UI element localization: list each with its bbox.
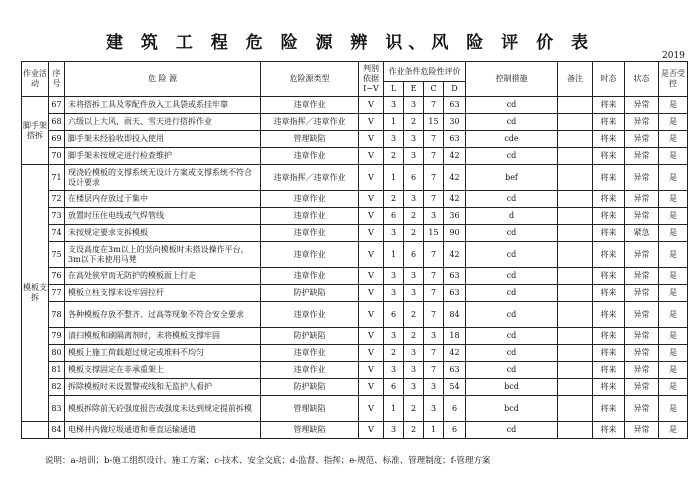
seq-cell: 78: [49, 302, 65, 328]
table-row: [22, 114, 688, 131]
l-cell: 3: [384, 97, 404, 114]
header-l: L: [384, 82, 404, 97]
l-cell: 2: [384, 345, 404, 362]
tense-cell: 将来: [593, 191, 625, 208]
e-cell: 2: [404, 396, 424, 422]
c-cell: 7: [424, 191, 444, 208]
tense-cell: 将来: [593, 242, 625, 268]
d-cell: 6: [444, 396, 466, 422]
remark-cell: [558, 208, 593, 225]
activity-cell: 模板支拆: [22, 165, 49, 422]
e-cell: 6: [404, 242, 424, 268]
l-cell: 1: [384, 242, 404, 268]
state-cell: 异常: [625, 268, 659, 285]
controlled-cell: 是: [659, 242, 688, 268]
l-cell: 6: [384, 208, 404, 225]
seq-cell: 80: [49, 345, 65, 362]
header-controlled: 是否受控: [659, 62, 688, 97]
type-cell: 防护缺陷: [261, 285, 359, 302]
remark-cell: [558, 242, 593, 268]
l-cell: 1: [384, 114, 404, 131]
e-cell: 3: [404, 131, 424, 148]
l-cell: 1: [384, 396, 404, 422]
header-d: D: [444, 82, 466, 97]
table-row: [22, 148, 688, 165]
type-cell: 防护缺陷: [261, 379, 359, 396]
measures-cell: cd: [466, 114, 558, 131]
judge-cell: V: [359, 268, 384, 285]
type-cell: 违章作业: [261, 97, 359, 114]
table-row: [22, 328, 688, 345]
c-cell: 7: [424, 242, 444, 268]
e-cell: 2: [404, 302, 424, 328]
d-cell: 42: [444, 148, 466, 165]
controlled-cell: 是: [659, 362, 688, 379]
measures-cell: cd: [466, 225, 558, 242]
judge-cell: V: [359, 345, 384, 362]
hazard-cell: 模板上施工荷载超过规定或堆料不均匀: [65, 345, 261, 362]
tense-cell: 将来: [593, 97, 625, 114]
tense-cell: 将来: [593, 268, 625, 285]
judge-cell: V: [359, 131, 384, 148]
judge-cell: V: [359, 208, 384, 225]
controlled-cell: 是: [659, 97, 688, 114]
l-cell: 3: [384, 422, 404, 439]
state-cell: 异常: [625, 379, 659, 396]
tense-cell: 将来: [593, 379, 625, 396]
measures-cell: cd: [466, 302, 558, 328]
d-cell: 42: [444, 191, 466, 208]
measures-cell: cd: [466, 242, 558, 268]
header-type: 危险源类型: [261, 62, 359, 97]
controlled-cell: 是: [659, 328, 688, 345]
hazard-cell: 电梯井内做垃圾通道和垂直运输通道: [65, 422, 261, 439]
state-cell: 异常: [625, 131, 659, 148]
c-cell: 15: [424, 225, 444, 242]
tense-cell: 将来: [593, 114, 625, 131]
e-cell: 3: [404, 268, 424, 285]
d-cell: 6: [444, 422, 466, 439]
state-cell: 异常: [625, 285, 659, 302]
controlled-cell: 是: [659, 285, 688, 302]
hazard-cell: 在高处狭窄而无防护的模板面上行走: [65, 268, 261, 285]
state-cell: 异常: [625, 422, 659, 439]
l-cell: 3: [384, 285, 404, 302]
measures-cell: cde: [466, 131, 558, 148]
hazard-cell: 现浇砼模板的支撑系统无设计方案或支撑系统不符合设计要求: [65, 165, 261, 191]
type-cell: 管理缺陷: [261, 131, 359, 148]
judge-cell: V: [359, 379, 384, 396]
tense-cell: 将来: [593, 328, 625, 345]
page-title: 建 筑 工 程 危 险 源 辨 识、风 险 评 价 表: [105, 33, 595, 53]
d-cell: 63: [444, 362, 466, 379]
type-cell: 管理缺陷: [261, 396, 359, 422]
c-cell: 7: [424, 302, 444, 328]
remark-cell: [558, 165, 593, 191]
judge-cell: V: [359, 362, 384, 379]
header-c: C: [424, 82, 444, 97]
d-cell: 42: [444, 345, 466, 362]
hazard-cell: 脚手架未按规定进行检查维护: [65, 148, 261, 165]
type-cell: 违章作业: [261, 302, 359, 328]
hazard-cell: 拆除模板时未设置警戒线和无监护人看护: [65, 379, 261, 396]
e-cell: 3: [404, 362, 424, 379]
l-cell: 2: [384, 191, 404, 208]
tense-cell: 将来: [593, 362, 625, 379]
l-cell: 3: [384, 268, 404, 285]
tense-cell: 将来: [593, 148, 625, 165]
type-cell: 违章作业: [261, 191, 359, 208]
l-cell: 3: [384, 131, 404, 148]
hazard-cell: 模板立柱支撑未设牢固拉杆: [65, 285, 261, 302]
controlled-cell: 是: [659, 114, 688, 131]
seq-cell: 73: [49, 208, 65, 225]
activity-cell: 脚手架搭拆: [22, 97, 49, 165]
controlled-cell: 是: [659, 148, 688, 165]
header-seq: 序号: [49, 62, 65, 97]
c-cell: 3: [424, 208, 444, 225]
c-cell: 7: [424, 285, 444, 302]
table-row: [22, 131, 688, 148]
measures-cell: bcd: [466, 379, 558, 396]
measures-cell: cd: [466, 97, 558, 114]
c-cell: 15: [424, 114, 444, 131]
type-cell: 违章作业: [261, 362, 359, 379]
seq-cell: 75: [49, 242, 65, 268]
table-row: [22, 422, 688, 439]
measures-cell: cd: [466, 285, 558, 302]
controlled-cell: 是: [659, 191, 688, 208]
seq-cell: 79: [49, 328, 65, 345]
remark-cell: [558, 285, 593, 302]
hazard-cell: 在楼层内存放过于集中: [65, 191, 261, 208]
seq-cell: 71: [49, 165, 65, 191]
seq-cell: 77: [49, 285, 65, 302]
d-cell: 63: [444, 285, 466, 302]
table-row: [22, 208, 688, 225]
seq-cell: 76: [49, 268, 65, 285]
e-cell: 2: [404, 208, 424, 225]
seq-cell: 72: [49, 191, 65, 208]
c-cell: 7: [424, 131, 444, 148]
d-cell: 90: [444, 225, 466, 242]
measures-cell: bcd: [466, 396, 558, 422]
hazard-cell: 六级以上大风、雨天、雪天进行搭拆作业: [65, 114, 261, 131]
controlled-cell: 是: [659, 396, 688, 422]
measures-cell: d: [466, 208, 558, 225]
remark-cell: [558, 302, 593, 328]
hazard-cell: 未将搭拆工具及零配件放入工具袋或系挂牢靠: [65, 97, 261, 114]
e-cell: 3: [404, 148, 424, 165]
type-cell: 违章作业: [261, 268, 359, 285]
type-cell: 防护缺陷: [261, 328, 359, 345]
header-hazard: 危 险 源: [65, 62, 261, 97]
d-cell: 42: [444, 165, 466, 191]
type-cell: 管理缺陷: [261, 422, 359, 439]
seq-cell: 74: [49, 225, 65, 242]
state-cell: 异常: [625, 165, 659, 191]
activity-cell: [22, 422, 49, 439]
seq-cell: 67: [49, 97, 65, 114]
measures-cell: cd: [466, 345, 558, 362]
judge-cell: V: [359, 114, 384, 131]
controlled-cell: 是: [659, 422, 688, 439]
header-judge: 判别依据I~V: [359, 62, 384, 97]
seq-cell: 81: [49, 362, 65, 379]
measures-cell: cd: [466, 191, 558, 208]
state-cell: 异常: [625, 114, 659, 131]
table-row: [22, 302, 688, 328]
e-cell: 3: [404, 191, 424, 208]
table-row: [22, 379, 688, 396]
d-cell: 63: [444, 131, 466, 148]
measures-cell: bef: [466, 165, 558, 191]
header-eval-group: 作业条件危险性评价: [384, 62, 466, 82]
seq-cell: 70: [49, 148, 65, 165]
state-cell: 异常: [625, 362, 659, 379]
measures-cell: cd: [466, 328, 558, 345]
table-row: [22, 165, 688, 191]
table-row: [22, 242, 688, 268]
c-cell: 3: [424, 396, 444, 422]
measures-cell: cd: [466, 362, 558, 379]
header-activity: 作业活动: [22, 62, 49, 97]
judge-cell: V: [359, 396, 384, 422]
controlled-cell: 是: [659, 165, 688, 191]
c-cell: 7: [424, 97, 444, 114]
remark-cell: [558, 148, 593, 165]
header-remark: 备注: [558, 62, 593, 97]
measures-cell: cd: [466, 268, 558, 285]
c-cell: 1: [424, 422, 444, 439]
hazard-cell: 放置时压住电线或气焊管线: [65, 208, 261, 225]
tense-cell: 将来: [593, 302, 625, 328]
state-cell: 异常: [625, 242, 659, 268]
table-body: [22, 97, 688, 439]
header-state: 状态: [625, 62, 659, 97]
remark-cell: [558, 114, 593, 131]
state-cell: 异常: [625, 208, 659, 225]
controlled-cell: 是: [659, 379, 688, 396]
state-cell: 异常: [625, 191, 659, 208]
d-cell: 63: [444, 97, 466, 114]
c-cell: 3: [424, 328, 444, 345]
type-cell: 违章作业: [261, 225, 359, 242]
remark-cell: [558, 97, 593, 114]
remark-cell: [558, 191, 593, 208]
c-cell: 7: [424, 148, 444, 165]
state-cell: 异常: [625, 302, 659, 328]
header-measures: 控制措施: [466, 62, 558, 97]
c-cell: 7: [424, 362, 444, 379]
d-cell: 18: [444, 328, 466, 345]
e-cell: 6: [404, 165, 424, 191]
table-row: [22, 191, 688, 208]
state-cell: 异常: [625, 345, 659, 362]
c-cell: 3: [424, 379, 444, 396]
tense-cell: 将来: [593, 422, 625, 439]
state-cell: 异常: [625, 97, 659, 114]
header-e: E: [404, 82, 424, 97]
controlled-cell: 是: [659, 345, 688, 362]
l-cell: 3: [384, 328, 404, 345]
table-row: [22, 285, 688, 302]
e-cell: 2: [404, 328, 424, 345]
l-cell: 6: [384, 379, 404, 396]
controlled-cell: 是: [659, 208, 688, 225]
type-cell: 违章指挥／违章作业: [261, 165, 359, 191]
d-cell: 84: [444, 302, 466, 328]
remark-cell: [558, 422, 593, 439]
hazard-cell: 清扫模板和刷隔离剂时，未将模板支撑牢固: [65, 328, 261, 345]
table-row: [22, 345, 688, 362]
state-cell: 异常: [625, 396, 659, 422]
table-row: [22, 225, 688, 242]
seq-cell: 68: [49, 114, 65, 131]
judge-cell: V: [359, 242, 384, 268]
remark-cell: [558, 268, 593, 285]
type-cell: 违章作业: [261, 148, 359, 165]
tense-cell: 将来: [593, 131, 625, 148]
type-cell: 违章作业: [261, 345, 359, 362]
remark-cell: [558, 225, 593, 242]
hazard-cell: 模板拆除前无砼强度报告或强度未达到规定提前拆模: [65, 396, 261, 422]
controlled-cell: 是: [659, 131, 688, 148]
type-cell: 违章指挥／违章作业: [261, 114, 359, 131]
l-cell: 6: [384, 302, 404, 328]
judge-cell: V: [359, 191, 384, 208]
remark-cell: [558, 396, 593, 422]
table-row: [22, 362, 688, 379]
state-cell: 异常: [625, 148, 659, 165]
table-row: [22, 97, 688, 114]
d-cell: 54: [444, 379, 466, 396]
seq-cell: 84: [49, 422, 65, 439]
remark-cell: [558, 379, 593, 396]
c-cell: 7: [424, 165, 444, 191]
hazard-cell: 支设高度在3m以上的竖向模板时未搭设操作平台，3m以下未使用马凳: [65, 242, 261, 268]
year-label: 2019: [662, 51, 685, 61]
e-cell: 2: [404, 422, 424, 439]
l-cell: 2: [384, 148, 404, 165]
table-row: [22, 268, 688, 285]
judge-cell: V: [359, 302, 384, 328]
tense-cell: 将来: [593, 208, 625, 225]
controlled-cell: 是: [659, 225, 688, 242]
e-cell: 3: [404, 285, 424, 302]
measures-cell: cd: [466, 422, 558, 439]
hazard-cell: 模板支撑固定在非承重架上: [65, 362, 261, 379]
risk-table: [21, 61, 688, 439]
remark-cell: [558, 131, 593, 148]
d-cell: 30: [444, 114, 466, 131]
judge-cell: V: [359, 225, 384, 242]
e-cell: 2: [404, 225, 424, 242]
type-cell: 违章作业: [261, 208, 359, 225]
table-row: [22, 396, 688, 422]
judge-cell: V: [359, 285, 384, 302]
d-cell: 36: [444, 208, 466, 225]
header-tense: 时态: [593, 62, 625, 97]
hazard-cell: 脚手架未经验收即投入使用: [65, 131, 261, 148]
e-cell: 2: [404, 114, 424, 131]
judge-cell: V: [359, 165, 384, 191]
remark-cell: [558, 362, 593, 379]
legend-note: 说明：a-培训；b-施工组织设计、施工方案；c-技术、安全交底；d-监督、指挥；e-规范、标准、管理制度；f-管理方案: [45, 456, 491, 466]
tense-cell: 将来: [593, 225, 625, 242]
hazard-cell: 各种模板存放不整齐、过高等现象不符合安全要求: [65, 302, 261, 328]
d-cell: 63: [444, 268, 466, 285]
controlled-cell: 是: [659, 268, 688, 285]
judge-cell: V: [359, 328, 384, 345]
c-cell: 7: [424, 345, 444, 362]
judge-cell: V: [359, 97, 384, 114]
measures-cell: cd: [466, 148, 558, 165]
state-cell: 异常: [625, 328, 659, 345]
remark-cell: [558, 328, 593, 345]
l-cell: 3: [384, 225, 404, 242]
d-cell: 42: [444, 242, 466, 268]
controlled-cell: 是: [659, 302, 688, 328]
hazard-cell: 未按规定要求支拆模板: [65, 225, 261, 242]
remark-cell: [558, 345, 593, 362]
e-cell: 3: [404, 379, 424, 396]
e-cell: 3: [404, 97, 424, 114]
judge-cell: V: [359, 148, 384, 165]
seq-cell: 82: [49, 379, 65, 396]
l-cell: 1: [384, 165, 404, 191]
tense-cell: 将来: [593, 165, 625, 191]
seq-cell: 69: [49, 131, 65, 148]
l-cell: 3: [384, 362, 404, 379]
type-cell: 违章作业: [261, 242, 359, 268]
seq-cell: 83: [49, 396, 65, 422]
state-cell: 紧急: [625, 225, 659, 242]
c-cell: 7: [424, 268, 444, 285]
e-cell: 3: [404, 345, 424, 362]
tense-cell: 将来: [593, 285, 625, 302]
judge-cell: V: [359, 422, 384, 439]
tense-cell: 将来: [593, 396, 625, 422]
tense-cell: 将来: [593, 345, 625, 362]
